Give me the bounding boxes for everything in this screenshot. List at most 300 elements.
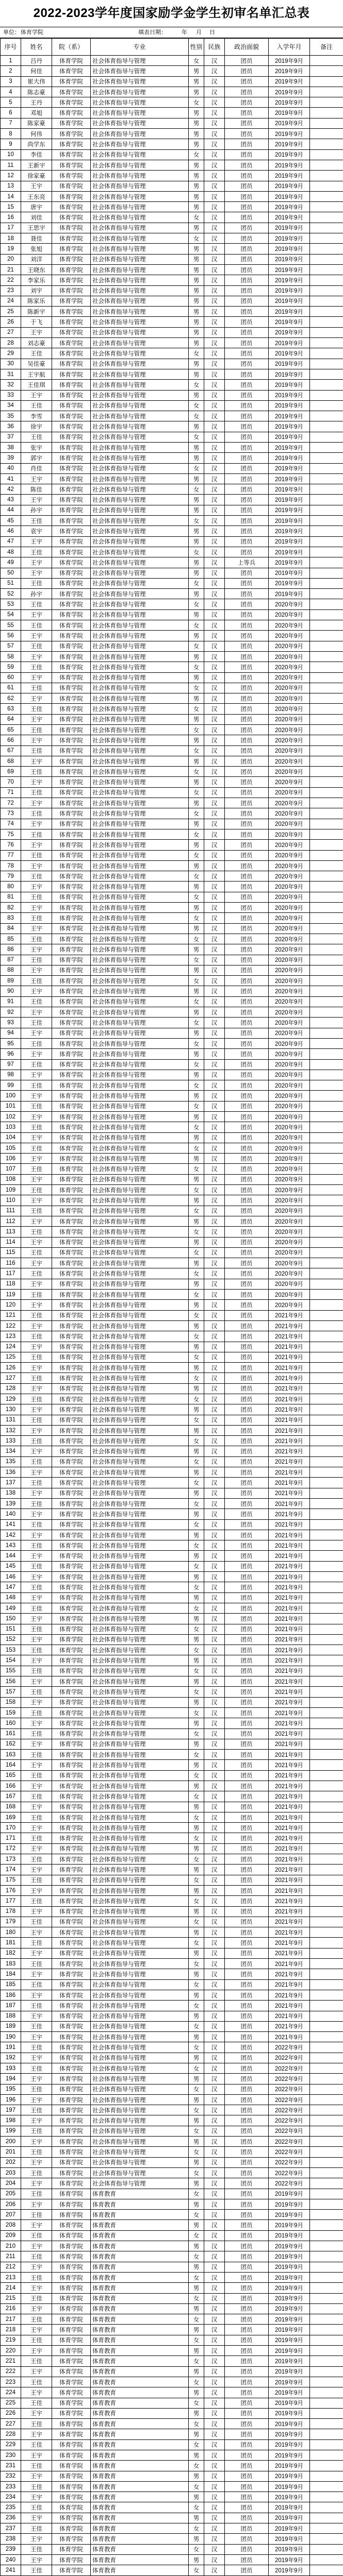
cell-political-status: 团员 (225, 2189, 269, 2199)
cell-index: 68 (1, 756, 21, 766)
cell-major: 体育教育 (91, 2272, 189, 2282)
cell-enrollment-date: 2020年9月 (269, 1174, 310, 1184)
cell-gender: 男 (189, 965, 204, 975)
cell-name: 王佳 (21, 2502, 52, 2513)
cell-gender: 女 (189, 1582, 204, 1592)
cell-name: 王宇 (21, 1237, 52, 1247)
cell-department: 体育学院 (52, 1750, 91, 1760)
cell-department: 体育学院 (52, 829, 91, 839)
cell-major: 社会体育指导与管理 (91, 1320, 189, 1331)
cell-enrollment-date: 2022年9月 (269, 2094, 310, 2105)
cell-name: 王佳 (21, 547, 52, 557)
cell-index: 240 (1, 2554, 21, 2565)
cell-index: 113 (1, 1227, 21, 1237)
cell-department: 体育学院 (52, 1833, 91, 1843)
cell-enrollment-date: 2020年9月 (269, 609, 310, 620)
cell-political-status: 团员 (225, 704, 269, 714)
cell-enrollment-date: 2021年9月 (269, 1697, 310, 1707)
cell-major: 体育教育 (91, 2419, 189, 2429)
cell-enrollment-date: 2020年9月 (269, 1122, 310, 1132)
cell-department: 体育学院 (52, 735, 91, 745)
cell-enrollment-date: 2020年9月 (269, 1247, 310, 1258)
table-row (1, 453, 343, 463)
cell-index: 150 (1, 1614, 21, 1624)
cell-ethnicity: 汉 (204, 1802, 225, 1812)
cell-department: 体育学院 (52, 1425, 91, 1435)
table-row (1, 1551, 343, 1561)
cell-index: 235 (1, 2502, 21, 2513)
cell-name: 聂佳 (21, 233, 52, 244)
cell-remarks (310, 421, 343, 432)
cell-political-status: 团员 (225, 2346, 269, 2356)
table-row (1, 756, 343, 766)
cell-ethnicity: 汉 (204, 2115, 225, 2126)
sheet-title: 2022-2023学年度国家励学金学生初审名单汇总表 (33, 6, 310, 20)
cell-index: 10 (1, 149, 21, 160)
cell-ethnicity: 汉 (204, 871, 225, 882)
cell-name: 王宇 (21, 327, 52, 337)
table-row (1, 996, 343, 1007)
cell-enrollment-date: 2019年9月 (269, 2544, 310, 2554)
cell-index: 46 (1, 526, 21, 536)
cell-ethnicity: 汉 (204, 1154, 225, 1164)
cell-political-status: 团员 (225, 264, 269, 275)
cell-ethnicity: 汉 (204, 913, 225, 923)
cell-remarks (310, 725, 343, 735)
cell-major: 社会体育指导与管理 (91, 233, 189, 244)
cell-enrollment-date: 2021年9月 (269, 1948, 310, 1958)
cell-ethnicity: 汉 (204, 1823, 225, 1833)
cell-ethnicity: 汉 (204, 934, 225, 944)
cell-name: 王佳 (21, 1728, 52, 1739)
cell-remarks (310, 1216, 343, 1226)
cell-ethnicity: 汉 (204, 1237, 225, 1247)
cell-index: 3 (1, 76, 21, 87)
cell-department: 体育学院 (52, 1603, 91, 1613)
table-row (1, 672, 343, 683)
cell-name: 王宇 (21, 1342, 52, 1352)
cell-name: 王宇 (21, 2262, 52, 2272)
cell-political-status: 团员 (225, 505, 269, 515)
cell-gender: 男 (189, 2199, 204, 2209)
cell-department: 体育学院 (52, 453, 91, 463)
cell-ethnicity: 汉 (204, 1760, 225, 1770)
cell-department: 体育学院 (52, 2063, 91, 2074)
cell-ethnicity: 汉 (204, 1865, 225, 1875)
cell-remarks (310, 1091, 343, 1101)
cell-department: 体育学院 (52, 1896, 91, 1906)
cell-remarks (310, 1363, 343, 1373)
table-row (1, 1478, 343, 1488)
cell-enrollment-date: 2020年9月 (269, 944, 310, 955)
cell-ethnicity: 汉 (204, 620, 225, 631)
cell-index: 221 (1, 2356, 21, 2366)
cell-enrollment-date: 2019年9月 (269, 2502, 310, 2513)
table-row (1, 578, 343, 588)
cell-department: 体育学院 (52, 2220, 91, 2230)
cell-major: 社会体育指导与管理 (91, 1823, 189, 1833)
cell-name: 王佳 (21, 2377, 52, 2387)
cell-enrollment-date: 2019年9月 (269, 547, 310, 557)
cell-remarks (310, 903, 343, 913)
cell-enrollment-date: 2020年9月 (269, 1028, 310, 1038)
cell-remarks (310, 1456, 343, 1467)
cell-gender: 男 (189, 244, 204, 254)
cell-political-status: 团员 (225, 1812, 269, 1822)
cell-political-status: 团员 (225, 411, 269, 421)
cell-enrollment-date: 2021年9月 (269, 1896, 310, 1906)
cell-department: 体育学院 (52, 787, 91, 798)
cell-enrollment-date: 2020年9月 (269, 965, 310, 975)
cell-index: 21 (1, 264, 21, 275)
cell-enrollment-date: 2020年9月 (269, 1185, 310, 1195)
cell-gender: 男 (189, 1802, 204, 1812)
date-day: 日 (209, 29, 215, 36)
cell-index: 129 (1, 1394, 21, 1404)
cell-ethnicity: 汉 (204, 2011, 225, 2021)
cell-enrollment-date: 2020年9月 (269, 620, 310, 631)
cell-index: 99 (1, 1080, 21, 1091)
cell-major: 社会体育指导与管理 (91, 1561, 189, 1571)
cell-ethnicity: 汉 (204, 965, 225, 975)
cell-remarks (310, 1320, 343, 1331)
cell-enrollment-date: 2020年9月 (269, 1111, 310, 1122)
cell-ethnicity: 汉 (204, 108, 225, 118)
cell-name: 王佳 (21, 2314, 52, 2325)
cell-ethnicity: 汉 (204, 1446, 225, 1456)
cell-index: 17 (1, 223, 21, 233)
cell-major: 社会体育指导与管理 (91, 557, 189, 568)
table-row (1, 296, 343, 306)
col-header-major: 专业 (91, 39, 189, 56)
cell-index: 92 (1, 1007, 21, 1018)
cell-major: 体育教育 (91, 2554, 189, 2565)
cell-name: 李佳 (21, 149, 52, 160)
cell-department: 体育学院 (52, 944, 91, 955)
cell-index: 77 (1, 850, 21, 860)
cell-political-status: 团员 (225, 1739, 269, 1749)
cell-department: 体育学院 (52, 913, 91, 923)
cell-name: 王佳 (21, 1143, 52, 1153)
table-row (1, 1603, 343, 1613)
cell-remarks (310, 285, 343, 296)
cell-major: 社会体育指导与管理 (91, 369, 189, 379)
cell-political-status: 团员 (225, 1843, 269, 1854)
cell-gender: 男 (189, 798, 204, 808)
cell-name: 王佳 (21, 1938, 52, 1948)
table-row (1, 2429, 343, 2439)
cell-name: 王宇 (21, 1823, 52, 1833)
cell-department: 体育学院 (52, 2523, 91, 2534)
date-label: 填表日期： (138, 29, 167, 36)
cell-ethnicity: 汉 (204, 798, 225, 808)
table-row (1, 2461, 343, 2471)
cell-index: 45 (1, 516, 21, 526)
cell-major: 社会体育指导与管理 (91, 756, 189, 766)
cell-gender: 女 (189, 620, 204, 631)
cell-index: 172 (1, 1843, 21, 1854)
cell-gender: 男 (189, 2325, 204, 2335)
cell-political-status: 团员 (225, 171, 269, 181)
cell-remarks (310, 1979, 343, 1990)
cell-enrollment-date: 2021年9月 (269, 1750, 310, 1760)
cell-political-status: 团员 (225, 2094, 269, 2105)
cell-remarks (310, 56, 343, 66)
cell-remarks (310, 1990, 343, 2000)
cell-major: 社会体育指导与管理 (91, 923, 189, 934)
cell-political-status: 团员 (225, 1551, 269, 1561)
cell-department: 体育学院 (52, 1467, 91, 1478)
cell-remarks (310, 1530, 343, 1540)
cell-gender: 男 (189, 986, 204, 996)
table-row (1, 2492, 343, 2502)
cell-index: 125 (1, 1352, 21, 1362)
table-row (1, 2534, 343, 2544)
cell-political-status: 团员 (225, 1750, 269, 1760)
table-row (1, 1655, 343, 1666)
cell-political-status: 团员 (225, 390, 269, 400)
cell-major: 体育教育 (91, 2492, 189, 2502)
table-row (1, 2377, 343, 2387)
cell-index: 214 (1, 2283, 21, 2293)
cell-name: 王宇 (21, 1279, 52, 1289)
cell-remarks (310, 348, 343, 359)
cell-department: 体育学院 (52, 2408, 91, 2418)
cell-political-status: 团员 (225, 2356, 269, 2366)
table-row (1, 871, 343, 882)
cell-ethnicity: 汉 (204, 2210, 225, 2220)
cell-name: 王佳 (21, 1185, 52, 1195)
cell-remarks (310, 1959, 343, 1969)
cell-department: 体育学院 (52, 87, 91, 97)
cell-department: 体育学院 (52, 578, 91, 588)
cell-enrollment-date: 2019年9月 (269, 421, 310, 432)
cell-political-status: 团员 (225, 1948, 269, 1958)
cell-ethnicity: 汉 (204, 2293, 225, 2303)
cell-enrollment-date: 2019年9月 (269, 348, 310, 359)
table-row (1, 2523, 343, 2534)
cell-department: 体育学院 (52, 2419, 91, 2429)
cell-department: 体育学院 (52, 432, 91, 442)
cell-name: 王宇 (21, 965, 52, 975)
cell-name: 王宇 (21, 2554, 52, 2565)
cell-major: 社会体育指导与管理 (91, 1363, 189, 1373)
cell-remarks (310, 2011, 343, 2021)
cell-department: 体育学院 (52, 1007, 91, 1018)
cell-major: 社会体育指导与管理 (91, 495, 189, 505)
table-row (1, 2032, 343, 2042)
cell-name: 王佳 (21, 1833, 52, 1843)
cell-political-status: 团员 (225, 2199, 269, 2209)
cell-department: 体育学院 (52, 2356, 91, 2366)
table-row (1, 254, 343, 264)
cell-gender: 男 (189, 2387, 204, 2398)
cell-enrollment-date: 2019年9月 (269, 2419, 310, 2429)
table-row (1, 1028, 343, 1038)
cell-department: 体育学院 (52, 202, 91, 212)
cell-major: 社会体育指导与管理 (91, 2001, 189, 2011)
cell-enrollment-date: 2022年9月 (269, 2042, 310, 2053)
cell-gender: 女 (189, 1791, 204, 1802)
table-row (1, 2346, 343, 2356)
cell-index: 61 (1, 683, 21, 693)
cell-department: 体育学院 (52, 1519, 91, 1530)
table-row (1, 1394, 343, 1404)
cell-enrollment-date: 2019年9月 (269, 411, 310, 421)
cell-index: 105 (1, 1143, 21, 1153)
table-row (1, 1572, 343, 1582)
cell-index: 118 (1, 1279, 21, 1289)
cell-enrollment-date: 2020年9月 (269, 662, 310, 672)
col-header-remarks: 备注 (310, 39, 343, 56)
cell-remarks (310, 1760, 343, 1770)
cell-name: 王宇 (21, 1655, 52, 1666)
cell-political-status: 团员 (225, 2001, 269, 2011)
cell-ethnicity: 汉 (204, 171, 225, 181)
cell-index: 178 (1, 1906, 21, 1917)
cell-remarks (310, 1206, 343, 1216)
cell-index: 90 (1, 986, 21, 996)
cell-ethnicity: 汉 (204, 1812, 225, 1822)
cell-name: 唐宇 (21, 202, 52, 212)
cell-name: 王佳 (21, 976, 52, 986)
table-row (1, 400, 343, 411)
cell-department: 体育学院 (52, 2513, 91, 2523)
cell-ethnicity: 汉 (204, 1854, 225, 1865)
cell-political-status: 团员 (225, 118, 269, 128)
cell-remarks (310, 171, 343, 181)
cell-name: 王东亮 (21, 191, 52, 201)
table-row (1, 1143, 343, 1153)
cell-department: 体育学院 (52, 1645, 91, 1655)
cell-name: 王宇 (21, 1091, 52, 1101)
table-row (1, 725, 343, 735)
table-row (1, 1310, 343, 1320)
cell-major: 社会体育指导与管理 (91, 516, 189, 526)
cell-index: 121 (1, 1310, 21, 1320)
cell-department: 体育学院 (52, 307, 91, 317)
cell-index: 216 (1, 2303, 21, 2314)
table-row (1, 1823, 343, 1833)
cell-department: 体育学院 (52, 1101, 91, 1111)
cell-department: 体育学院 (52, 2534, 91, 2544)
cell-department: 体育学院 (52, 338, 91, 348)
cell-major: 社会体育指导与管理 (91, 1791, 189, 1802)
cell-department: 体育学院 (52, 2461, 91, 2471)
table-row (1, 882, 343, 892)
cell-name: 邓旭 (21, 108, 52, 118)
cell-index: 82 (1, 903, 21, 913)
cell-gender: 女 (189, 683, 204, 693)
cell-political-status: 团员 (225, 1373, 269, 1383)
cell-major: 社会体育指导与管理 (91, 819, 189, 829)
cell-major: 社会体育指导与管理 (91, 1676, 189, 1687)
cell-remarks (310, 181, 343, 191)
cell-index: 165 (1, 1770, 21, 1781)
cell-gender: 男 (189, 1300, 204, 1310)
cell-major: 社会体育指导与管理 (91, 1802, 189, 1812)
cell-department: 体育学院 (52, 557, 91, 568)
cell-name: 王宇 (21, 1383, 52, 1394)
cell-major: 社会体育指导与管理 (91, 2011, 189, 2021)
cell-gender: 女 (189, 2063, 204, 2074)
cell-gender: 女 (189, 1603, 204, 1613)
cell-index: 48 (1, 547, 21, 557)
cell-major: 体育教育 (91, 2283, 189, 2293)
cell-enrollment-date: 2019年9月 (269, 118, 310, 128)
cell-ethnicity: 汉 (204, 2303, 225, 2314)
cell-index: 114 (1, 1237, 21, 1247)
cell-index: 154 (1, 1655, 21, 1666)
cell-index: 163 (1, 1750, 21, 1760)
cell-remarks (310, 2178, 343, 2189)
cell-gender: 女 (189, 1101, 204, 1111)
cell-remarks (310, 2084, 343, 2094)
cell-name: 王佳 (21, 1018, 52, 1028)
cell-enrollment-date: 2020年9月 (269, 1059, 310, 1070)
cell-remarks (310, 787, 343, 798)
cell-remarks (310, 923, 343, 934)
cell-department: 体育学院 (52, 296, 91, 306)
cell-gender: 男 (189, 1865, 204, 1875)
cell-gender: 男 (189, 1049, 204, 1059)
cell-ethnicity: 汉 (204, 118, 225, 128)
cell-name: 王佳 (21, 745, 52, 756)
cell-remarks (310, 850, 343, 860)
cell-major: 社会体育指导与管理 (91, 473, 189, 484)
cell-ethnicity: 汉 (204, 578, 225, 588)
cell-remarks (310, 735, 343, 745)
table-row (1, 2544, 343, 2554)
cell-major: 社会体育指导与管理 (91, 609, 189, 620)
cell-department: 体育学院 (52, 2565, 91, 2575)
cell-remarks (310, 526, 343, 536)
cell-enrollment-date: 2020年9月 (269, 850, 310, 860)
cell-ethnicity: 汉 (204, 223, 225, 233)
cell-remarks (310, 1572, 343, 1582)
cell-gender: 女 (189, 955, 204, 965)
cell-remarks (310, 76, 343, 87)
table-row (1, 2053, 343, 2063)
cell-major: 体育教育 (91, 2189, 189, 2199)
cell-remarks (310, 390, 343, 400)
table-row (1, 380, 343, 390)
cell-gender: 女 (189, 2356, 204, 2366)
cell-index: 187 (1, 2001, 21, 2011)
table-row (1, 463, 343, 473)
cell-major: 社会体育指导与管理 (91, 1990, 189, 2000)
cell-department: 体育学院 (52, 1948, 91, 1958)
cell-enrollment-date: 2022年9月 (269, 2126, 310, 2136)
cell-remarks (310, 223, 343, 233)
cell-remarks (310, 662, 343, 672)
table-row (1, 2303, 343, 2314)
cell-gender: 女 (189, 484, 204, 495)
table-row (1, 223, 343, 233)
cell-department: 体育学院 (52, 1624, 91, 1634)
cell-ethnicity: 汉 (204, 2481, 225, 2492)
cell-ethnicity: 汉 (204, 1363, 225, 1373)
cell-ethnicity: 汉 (204, 2094, 225, 2105)
cell-ethnicity: 汉 (204, 1310, 225, 1320)
cell-name: 王佳 (21, 1854, 52, 1865)
cell-enrollment-date: 2019年9月 (269, 108, 310, 118)
table-row (1, 2115, 343, 2126)
cell-ethnicity: 汉 (204, 1132, 225, 1143)
cell-political-status: 团员 (225, 1018, 269, 1028)
cell-enrollment-date: 2021年9月 (269, 1425, 310, 1435)
cell-gender: 男 (189, 317, 204, 327)
